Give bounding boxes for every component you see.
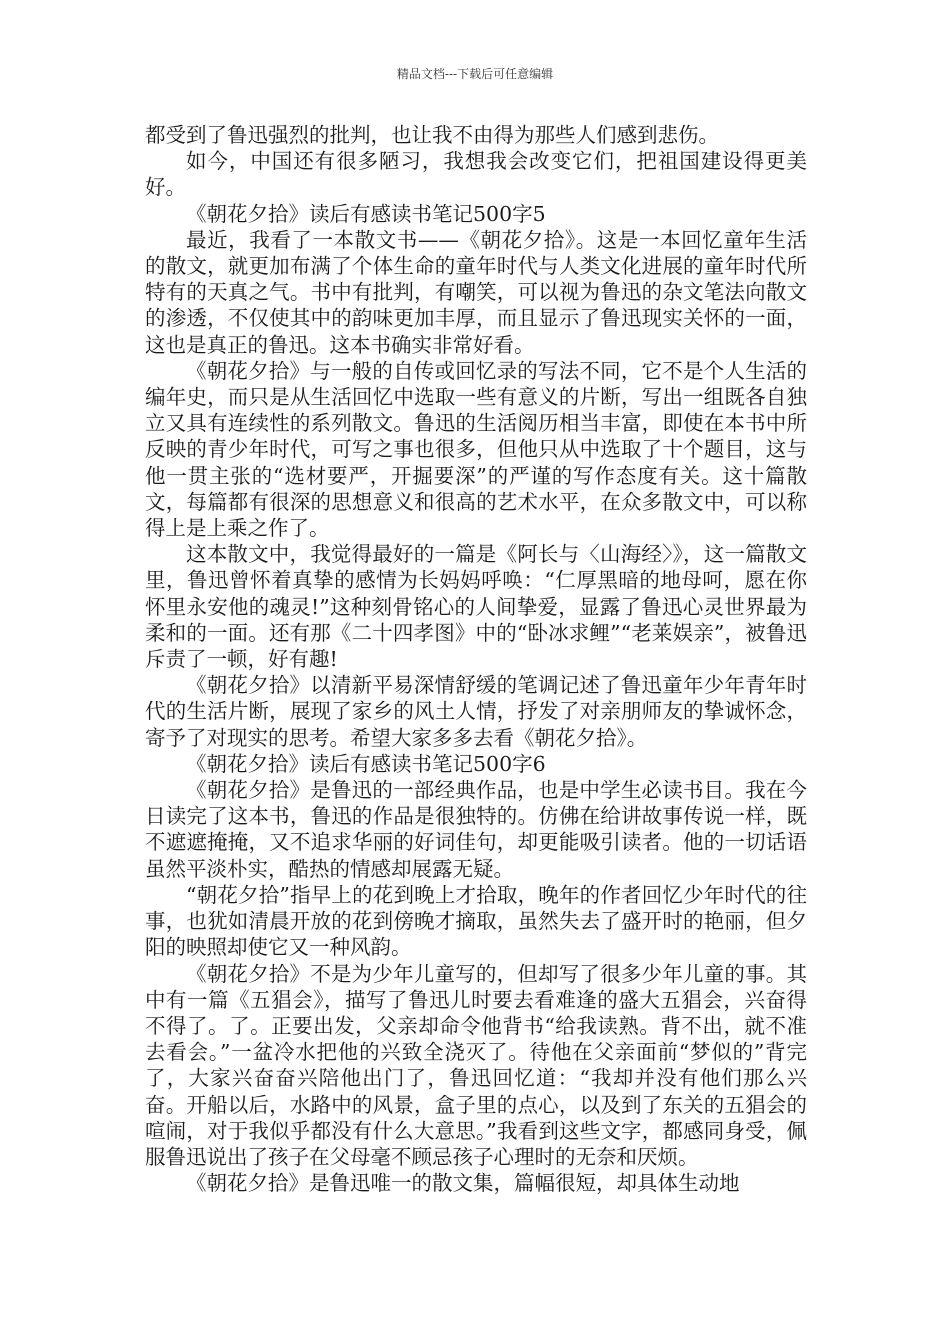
paragraph-6: 《朝花夕拾》以清新平易深情舒缓的笔调记述了鲁迅童年少年青年时代的生活片断，展现了家乡的风土人情，抒发了对亲朋师友的挚诚怀念，寄予了对现实的思考。希望大家多多去看《朝花夕拾》。 <box>145 673 807 750</box>
paragraph-5: 这本散文中，我觉得最好的一篇是《阿长与〈山海经〉》，这一篇散文里，鲁迅曾怀着真挚的感情为长妈妈呼唤：“仁厚黑暗的地母呵，愿在你怀里永安他的魂灵!”这种刻骨铭心的人间挚爱，显露了鲁迅心灵世界最为柔和的一面。还有那《二十四孝图》中的“卧冰求鲤”“老莱娱亲”，被鲁迅斥责了一顿，好有趣! <box>145 542 807 672</box>
paragraph-1: 都受到了鲁迅强烈的批判，也让我不由得为那些人们感到悲伤。 <box>145 123 719 147</box>
paragraph-8: “朝花夕拾”指早上的花到晚上才拾取，晚年的作者回忆少年时代的往事，也犹如清晨开放的花到傍晚才摘取，虽然失去了盛开时的艳丽，但夕阳的映照却使它又一种风韵。 <box>145 882 807 960</box>
section-heading-6: 《朝花夕拾》读后有感读书笔记500字6 <box>186 751 546 776</box>
paragraph-4: 《朝花夕拾》与一般的自传或回忆录的写法不同，它不是个人生活的编年史，而只是从生活回忆中选取一些有意义的片断，写出一组既各自独立又具有连续性的系列散文。鲁迅的生活阅历相当丰富，即使在本书中所反映的青少年时代，可写之事也很多，但他只从中选取了十个题目，这与他一贯主张的“选材要严，开掘要深”的严谨的写作态度有关。这十篇散文，每篇都有很深的思想意义和很高的艺术水平，在众多散文中，可以称得上是上乘之作了。 <box>145 358 807 541</box>
paragraph-9: 《朝花夕拾》不是为少年儿童写的，但却写了很多少年儿童的事。其中有一篇《五猖会》，描写了鲁迅儿时要去看难逢的盛大五猖会，兴奋得不得了。了。正要出发，父亲却命令他背书“给我读熟。背不出，就不准去看会。”一盆冷水把他的兴致全浇灭了。待他在父亲面前“梦似的”背完了，大家兴奋奋兴陪他出门了，鲁迅回忆道：“我却并没有他们那么兴奋。开船以后，水路中的风景，盒子里的点心，以及到了东关的五猖会的喧闹，对于我似乎都没有什么大意思。”我看到这些文字，都感同身受，佩服鲁迅说出了孩子在父母毫不顾忌孩子心理时的无奈和厌烦。 <box>145 961 807 1169</box>
section-heading-5: 《朝花夕拾》读后有感读书笔记500字5 <box>186 201 546 226</box>
paragraph-2: 如今，中国还有很多陋习，我想我会改变它们，把祖国建设得更美好。 <box>145 149 807 200</box>
paragraph-3: 最近，我看了一本散文书——《朝花夕拾》。这是一本回忆童年生活的散文，就更加布满了个体生命的童年时代与人类文化进展的童年时代所特有的天真之气。书中有批判，有嘲笑，可以视为鲁迅的杂文笔法向散文的渗透，不仅使其中的韵味更加丰厚，而且显示了鲁迅现实关怀的一面，这也是真正的鲁迅。这本书确实非常好看。 <box>145 227 807 357</box>
page-header: 精品文档---下载后可任意编辑 <box>396 67 554 81</box>
paragraph-10: 《朝花夕拾》是鲁迅唯一的散文集，篇幅很短，却具体生动地 <box>186 1171 740 1196</box>
paragraph-7: 《朝花夕拾》是鲁迅的一部经典作品，也是中学生必读书目。我在今日读完了这本书，鲁迅的作品是很独特的。仿佛在给讲故事传说一样，既不遮遮掩掩，又不追求华丽的好词佳句，却更能吸引读者。他的一切话语虽然平淡朴实，酷热的情感却展露无疑。 <box>145 778 807 881</box>
document-body <box>145 122 807 1196</box>
